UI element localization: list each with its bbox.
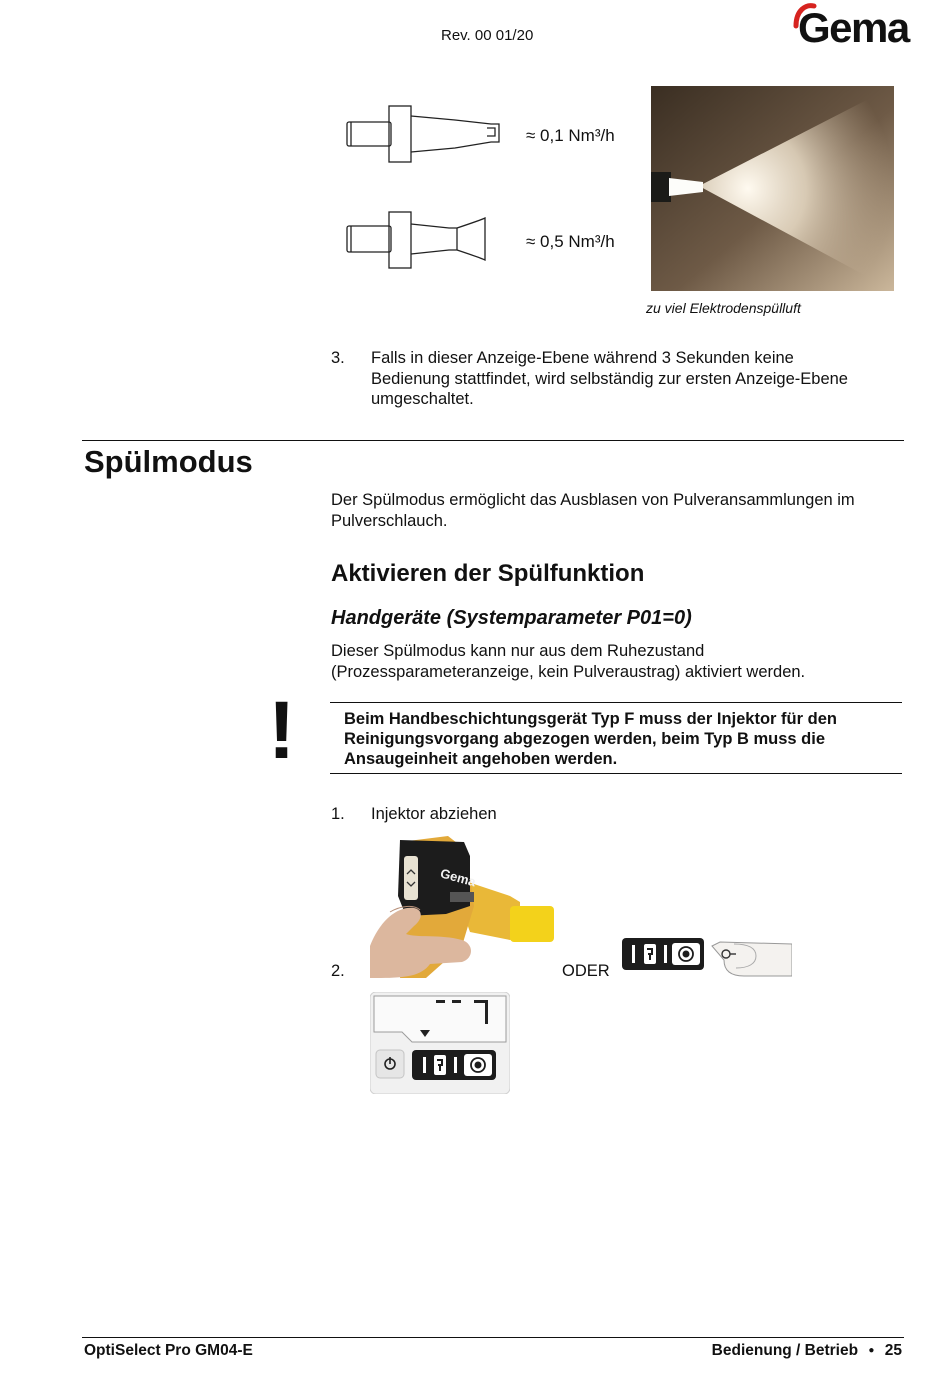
step-3-line: Falls in dieser Anzeige-Ebene während 3 Sekunden keine: [371, 349, 794, 367]
spray-photo-caption: zu viel Elektrodenspülluft: [646, 300, 801, 316]
oder-label: ODER: [562, 962, 610, 980]
footer-section: [712, 1342, 902, 1360]
paragraph-line: Dieser Spülmodus kann nur aus dem Ruhezustand: [331, 642, 705, 660]
subsection-title: Aktivieren der Spülfunktion: [331, 560, 645, 587]
step-3-number: 3.: [331, 349, 345, 367]
footer-bullet: ●: [868, 1345, 875, 1356]
step-3-line: Bedienung stattfindet, wird selbständig zur ersten Anzeige-Ebene: [371, 369, 848, 388]
section-divider: [82, 440, 904, 441]
footer-divider: [82, 1337, 904, 1338]
flow-rate-high: ≈ 0,5 Nm³/h: [526, 232, 615, 251]
gun-brand-label: Gema: [438, 865, 478, 890]
flow-rate-low: ≈ 0,1 Nm³/h: [526, 126, 615, 145]
spray-gun-photo: [370, 836, 556, 978]
footer-section-label: Bedienung / Betrieb: [711, 1342, 859, 1359]
section-paragraph: [331, 641, 805, 682]
spray-photo: [651, 86, 894, 291]
warning-top-rule: [330, 702, 902, 703]
control-panel-display: [370, 992, 510, 1094]
step-2-number: 2.: [331, 962, 345, 980]
finger-press-icon: [708, 938, 792, 978]
warning-icon: !: [268, 685, 296, 776]
warning-line: Ansaugeinheit angehoben werden.: [344, 750, 618, 768]
round-jet-nozzle-icon: [345, 210, 505, 272]
warning-line: Reinigungsvorgang abgezogen werden, beim Typ B muss die: [344, 730, 826, 748]
step-3-line: umgeschaltet.: [371, 390, 474, 408]
section-intro: [331, 490, 855, 531]
intro-line: Der Spülmodus ermöglicht das Ausblasen von Pulveransammlungen im: [331, 491, 855, 509]
warning-line: Beim Handbeschichtungsgerät Typ F muss der Injektor für den: [344, 710, 837, 728]
warning-bottom-rule: [330, 773, 902, 774]
warning-text: [344, 709, 889, 769]
intro-line: Pulverschlauch.: [331, 511, 448, 530]
step-3-text: [371, 348, 848, 410]
gun-button-strip[interactable]: [622, 938, 704, 970]
step-1-number: 1.: [331, 805, 345, 823]
subsubsection-title: Handgeräte (Systemparameter P01=0): [331, 607, 692, 629]
step-1-text: Injektor abziehen: [371, 805, 497, 823]
revision-text: Rev. 00 01/20: [441, 27, 534, 44]
footer-product: OptiSelect Pro GM04-E: [84, 1342, 253, 1359]
section-title: Spülmodus: [84, 444, 253, 479]
gema-logo: Gema: [798, 4, 909, 51]
flat-jet-nozzle-icon: [345, 104, 505, 166]
page-number: 25: [884, 1342, 902, 1359]
paragraph-line: (Prozessparameteranzeige, kein Pulveraustrag) aktiviert werden.: [331, 662, 806, 681]
